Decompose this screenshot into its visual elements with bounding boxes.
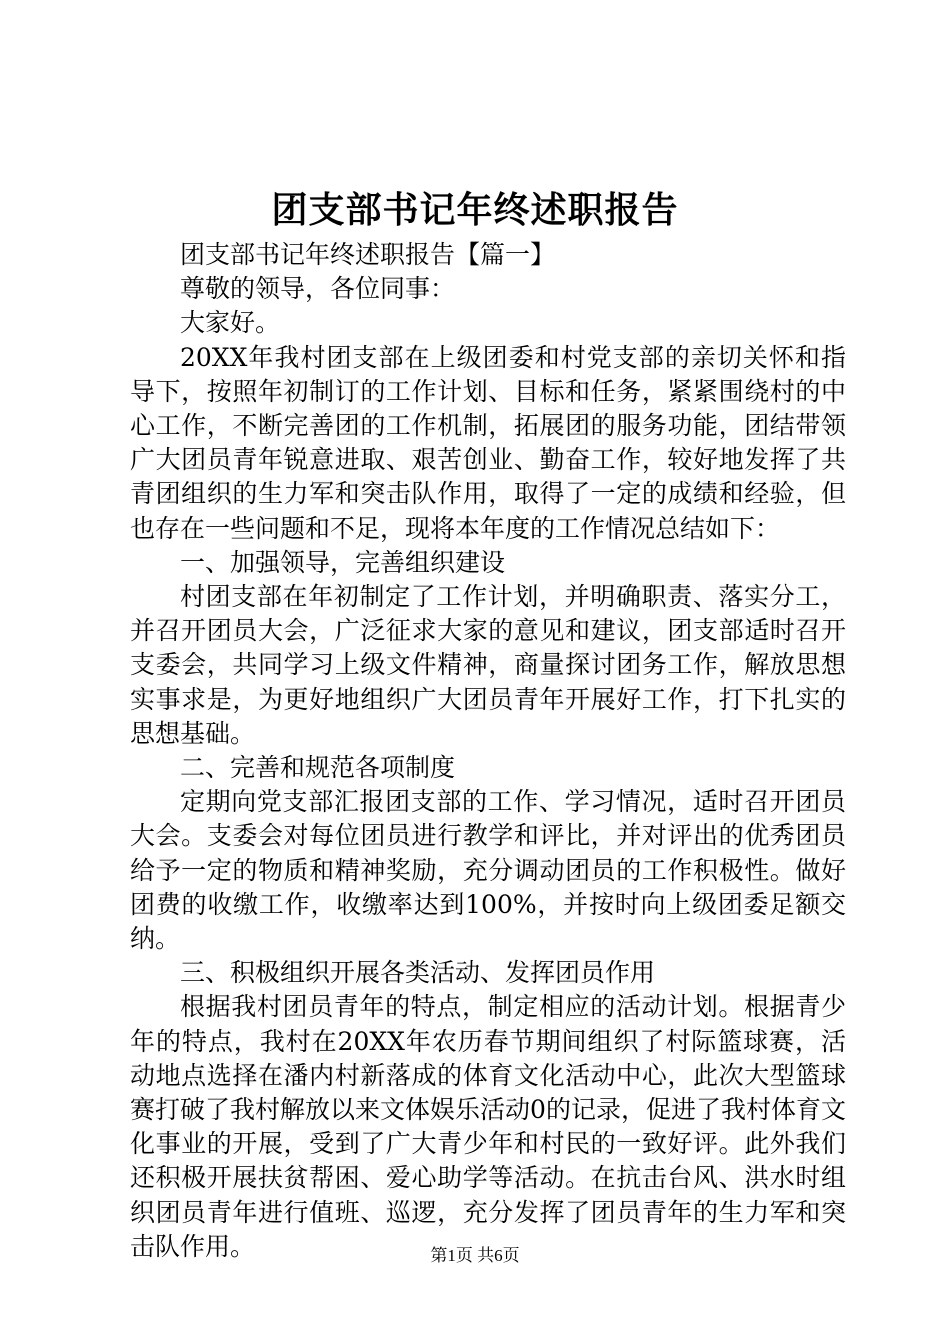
section-1-paragraph: 村团支部在年初制定了工作计划，并明确职责、落实分工，并召开团员大会，广泛征求大家的意见和建议，团支部适时召开支委会，共同学习上级文件精神，商量探讨团务工作，解放思想实事求是，为更好地组织广大团员青年开展好工作，打下扎实的思想基础。 [130,582,846,748]
section-heading-3: 三、积极组织开展各类活动、发挥团员作用 [180,958,656,988]
section-heading-2: 二、完善和规范各项制度 [180,753,456,783]
subtitle-paragraph: 团支部书记年终述职报告【篇一】 [180,240,556,269]
section-3-paragraph: 根据我村团员青年的特点，制定相应的活动计划。根据青少年的特点，我村在20XX年农历春节期间组织了村际篮球赛，活动地点选择在潘内村新落成的体育文化活动中心，此次大型篮球赛打破了我村解放以来文体娱乐活动0的记录，促进了我村体育文化事业的开展，受到了广大青少年和村民的一致好评。此外我们还积极开展扶贫帮困、爱心助学等活动。在抗击台风、洪水时组织团员青年进行值班、巡逻，充分发挥了团员青年的生力军和突击队作用。 [130,992,846,1261]
salutation-paragraph: 尊敬的领导，各位同事： [180,274,456,304]
section-heading-1: 一、加强领导，完善组织建设 [180,547,506,577]
greeting-paragraph: 大家好。 [180,308,281,338]
page-footer: 第1页 共6页 [430,1246,520,1265]
intro-paragraph: 20XX年我村团支部在上级团委和村党支部的亲切关怀和指导下，按照年初制订的工作计划、目标和任务，紧紧围绕村的中心工作，不断完善团的工作机制，拓展团的服务功能，团结带领广大团员青年锐意进取、艰苦创业、勤奋工作，较好地发挥了共青团组织的生力军和突击队作用，取得了一定的成绩和经验，但也存在一些问题和不足，现将本年度的工作情况总结如下： [130,342,846,543]
document-body [130,238,846,1264]
section-2-paragraph: 定期向党支部汇报团支部的工作、学习情况，适时召开团员大会。支委会对每位团员进行教学和评比，并对评出的优秀团员给予一定的物质和精神奖励，充分调动团员的工作积极性。做好团费的收缴工作，收缴率达到100%，并按时向上级团委足额交纳。 [130,787,846,954]
document-title: 团支部书记年终述职报告 [271,189,679,231]
